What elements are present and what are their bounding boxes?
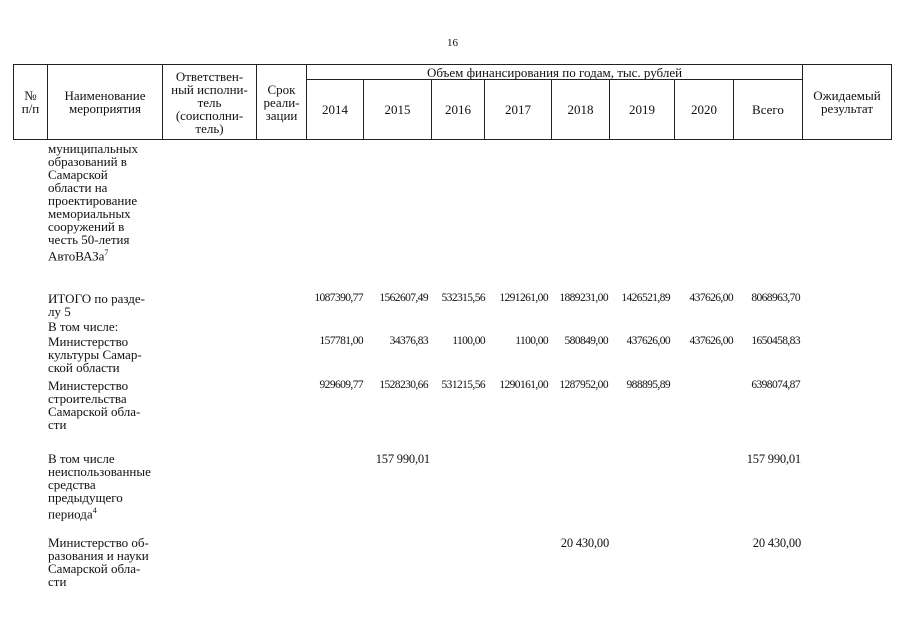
culture-all: 1650458,83	[751, 335, 800, 347]
total-2015: 1562607,49	[379, 292, 428, 304]
unused-name	[48, 452, 168, 520]
construction-2018: 1287952,00	[559, 379, 608, 391]
culture-2020: 437626,00	[689, 335, 733, 347]
construction-2017: 1290161,00	[499, 379, 548, 391]
header-num: № п/п	[14, 65, 48, 140]
construction-2015: 1528230,66	[379, 379, 428, 391]
culture-2019: 437626,00	[626, 335, 670, 347]
header-responsible: Ответствен- ный исполни- тель (соисполни- тель)	[163, 65, 257, 140]
total-2017: 1291261,00	[499, 292, 548, 304]
culture-2017: 1100,00	[515, 335, 548, 347]
total-all: 8068963,70	[751, 292, 800, 304]
header-term: Срок реали- зации	[257, 65, 307, 140]
table-header	[13, 64, 892, 140]
education-name: Министерство об- разования и науки Самарской обла- сти	[48, 535, 149, 589]
education-2018: 20 430,00	[560, 536, 609, 550]
unused-footnote: 4	[92, 506, 97, 515]
continuation-text: муниципальных образований в Самарской области на проектирование мемориальных сооружений в честь 50-летия АвтоВАЗа	[48, 141, 139, 264]
continuation-footnote: 7	[104, 248, 109, 257]
culture-2014: 157781,00	[319, 335, 363, 347]
unused-2015: 157 990,01	[375, 452, 430, 466]
total-2020: 437626,00	[689, 292, 733, 304]
header-year-2014: 2014	[307, 80, 364, 140]
education-all: 20 430,00	[752, 536, 801, 550]
header-expected: Ожидаемый результат	[803, 65, 892, 140]
construction-all: 6398074,87	[751, 379, 800, 391]
unused-text: В том числе неиспользованные средства предыдущего периода	[48, 451, 151, 522]
header-year-2017: 2017	[485, 80, 552, 140]
construction-2019: 988895,89	[626, 379, 670, 391]
total-2019: 1426521,89	[621, 292, 670, 304]
header-year-2019: 2019	[610, 80, 675, 140]
total-2016: 532315,56	[441, 292, 485, 304]
header-year-2015: 2015	[364, 80, 432, 140]
culture-2016: 1100,00	[452, 335, 485, 347]
total-name: ИТОГО по разде- лу 5	[48, 291, 145, 319]
construction-2014: 929609,77	[319, 379, 363, 391]
header-year-2020: 2020	[675, 80, 734, 140]
header-year-2018: 2018	[552, 80, 610, 140]
unused-all: 157 990,01	[746, 452, 801, 466]
total-2014: 1087390,77	[314, 292, 363, 304]
culture-name: Министерство культуры Самар- ской области	[48, 334, 142, 375]
continuation-name	[48, 142, 168, 262]
header-name: Наименование мероприятия	[48, 65, 163, 140]
page-number: 16	[447, 37, 458, 49]
header-financing: Объем финансирования по годам, тыс. рублей	[307, 65, 803, 80]
culture-2015: 34376,83	[389, 335, 428, 347]
header-total: Всего	[734, 80, 803, 140]
construction-2016: 531215,56	[441, 379, 485, 391]
total-2018: 1889231,00	[559, 292, 608, 304]
including-label: В том числе:	[48, 319, 119, 334]
culture-2018: 580849,00	[564, 335, 608, 347]
header-year-2016: 2016	[432, 80, 485, 140]
construction-name: Министерство строительства Самарской обла- сти	[48, 378, 141, 432]
